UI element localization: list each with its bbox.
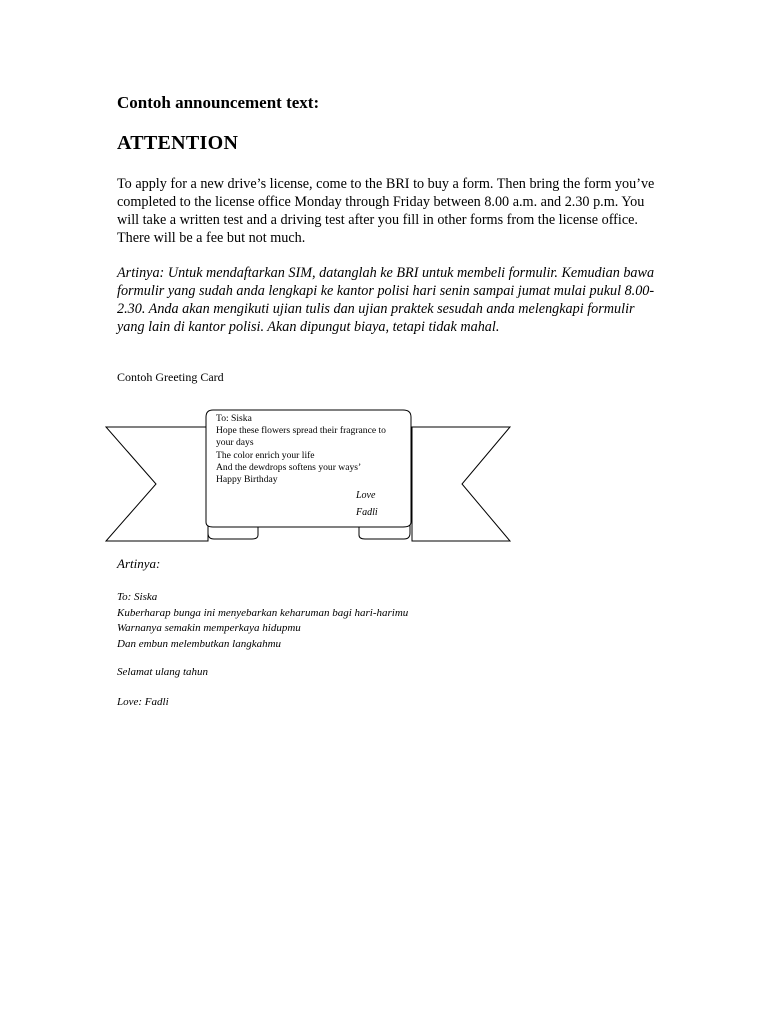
banner-right-tail bbox=[412, 427, 510, 541]
translation-body bbox=[117, 590, 408, 652]
card-line: Happy Birthday bbox=[216, 474, 278, 486]
translation-line: Kuberharap bunga ini menyebarkan keharuman bagi hari-harimu bbox=[117, 606, 409, 619]
translation-to: To: Siska bbox=[117, 591, 158, 603]
card-to: To: Siska bbox=[216, 413, 252, 424]
translation-line: Dan embun melembutkan langkahmu bbox=[117, 637, 282, 650]
announcement-english: To apply for a new drive’s license, come to the BRI to buy a form. Then bring the form you’ve completed to the license office Monday through Friday between 8.00 a.m. and 2.30 p.m. You will take a written test and a driving test after you fill in other forms from the license office. There will be a fee but not much. bbox=[117, 176, 655, 246]
card-line: The color enrich your life bbox=[216, 449, 315, 461]
banner-left-tail bbox=[106, 427, 208, 541]
card-love: Love bbox=[356, 490, 376, 501]
card-signature: Fadli bbox=[356, 507, 378, 518]
announcement-indonesian: Artinya: Untuk mendaftarkan SIM, datanglah ke BRI untuk membeli formulir. Kemudian bawa formulir yang sudah anda lengkapi ke kantor polisi hari senin sampai jumat mulai pukul 8.00-2.30. Anda akan mengikuti ujian tulis dan ujian praktek sesudah anda melengkapi formulir yang lain di kantor polisi. Akan dipungut biaya, tetapi tidak mahal. bbox=[117, 265, 655, 335]
card-line: And the dewdrops softens your ways’ bbox=[216, 461, 362, 473]
translation-birthday: Selamat ulang tahun bbox=[117, 666, 209, 678]
translation-love: Love: Fadli bbox=[117, 696, 169, 708]
translation-label: Artinya: bbox=[117, 556, 161, 571]
card-line: your days bbox=[216, 437, 254, 449]
card-line: Hope these flowers spread their fragrance to bbox=[216, 425, 386, 437]
page-heading: Contoh announcement text: bbox=[117, 93, 320, 112]
attention-title: ATTENTION bbox=[117, 132, 239, 154]
translation-line: Warnanya semakin memperkaya hidupmu bbox=[117, 622, 301, 634]
greeting-card-title: Contoh Greeting Card bbox=[117, 370, 224, 384]
card-message bbox=[216, 413, 386, 486]
